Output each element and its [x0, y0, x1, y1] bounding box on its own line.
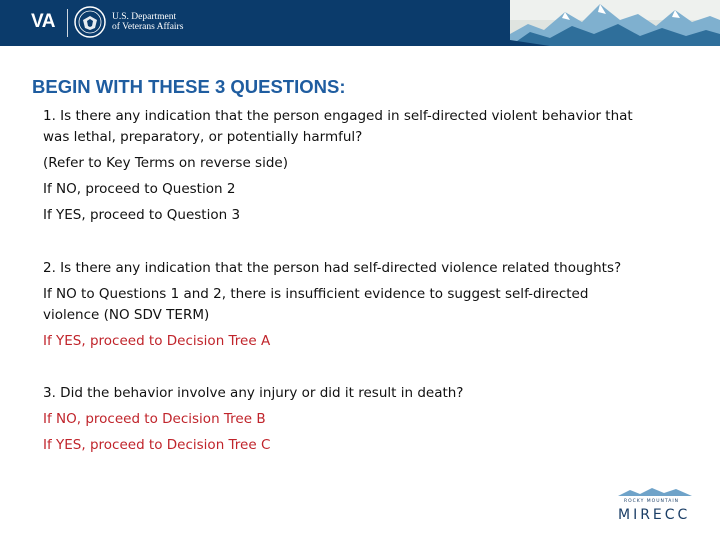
va-logo: VA: [31, 11, 55, 32]
question-3-if-yes: If YES, proceed to Decision Tree C: [43, 437, 271, 453]
mirecc-logo: MIRECC: [618, 507, 691, 523]
question-2-if-no-line-2: violence (NO SDV TERM): [43, 307, 210, 323]
mirecc-tagline: ROCKY MOUNTAIN: [624, 499, 680, 504]
question-2-if-no-line-1: If NO to Questions 1 and 2, there is insufficient evidence to suggest self-directed: [43, 286, 589, 302]
header-bar: [0, 0, 720, 46]
department-line-2: of Veterans Affairs: [112, 22, 184, 32]
question-2-if-yes: If YES, proceed to Decision Tree A: [43, 333, 271, 349]
question-2-line-1: 2. Is there any indication that the person had self-directed violence related thoughts?: [43, 260, 622, 276]
question-3-if-no: If NO, proceed to Decision Tree B: [43, 411, 266, 427]
question-1-note: (Refer to Key Terms on reverse side): [43, 155, 288, 171]
question-1-if-no: If NO, proceed to Question 2: [43, 181, 236, 197]
department-name: [112, 12, 183, 32]
department-line-1: U.S. Department: [112, 12, 177, 22]
mountain-banner-icon: [510, 0, 720, 46]
question-1-line-2: was lethal, preparatory, or potentially harmful?: [43, 129, 363, 145]
question-1-line-1: 1. Is there any indication that the person engaged in self-directed violent behavior that: [43, 108, 633, 124]
page-title: BEGIN WITH THESE 3 QUESTIONS:: [32, 76, 346, 97]
question-3-line-1: 3. Did the behavior involve any injury or did it result in death?: [43, 385, 464, 401]
question-1-if-yes: If YES, proceed to Question 3: [43, 207, 241, 223]
logo-divider: [67, 9, 68, 37]
va-seal-icon: [74, 6, 106, 38]
